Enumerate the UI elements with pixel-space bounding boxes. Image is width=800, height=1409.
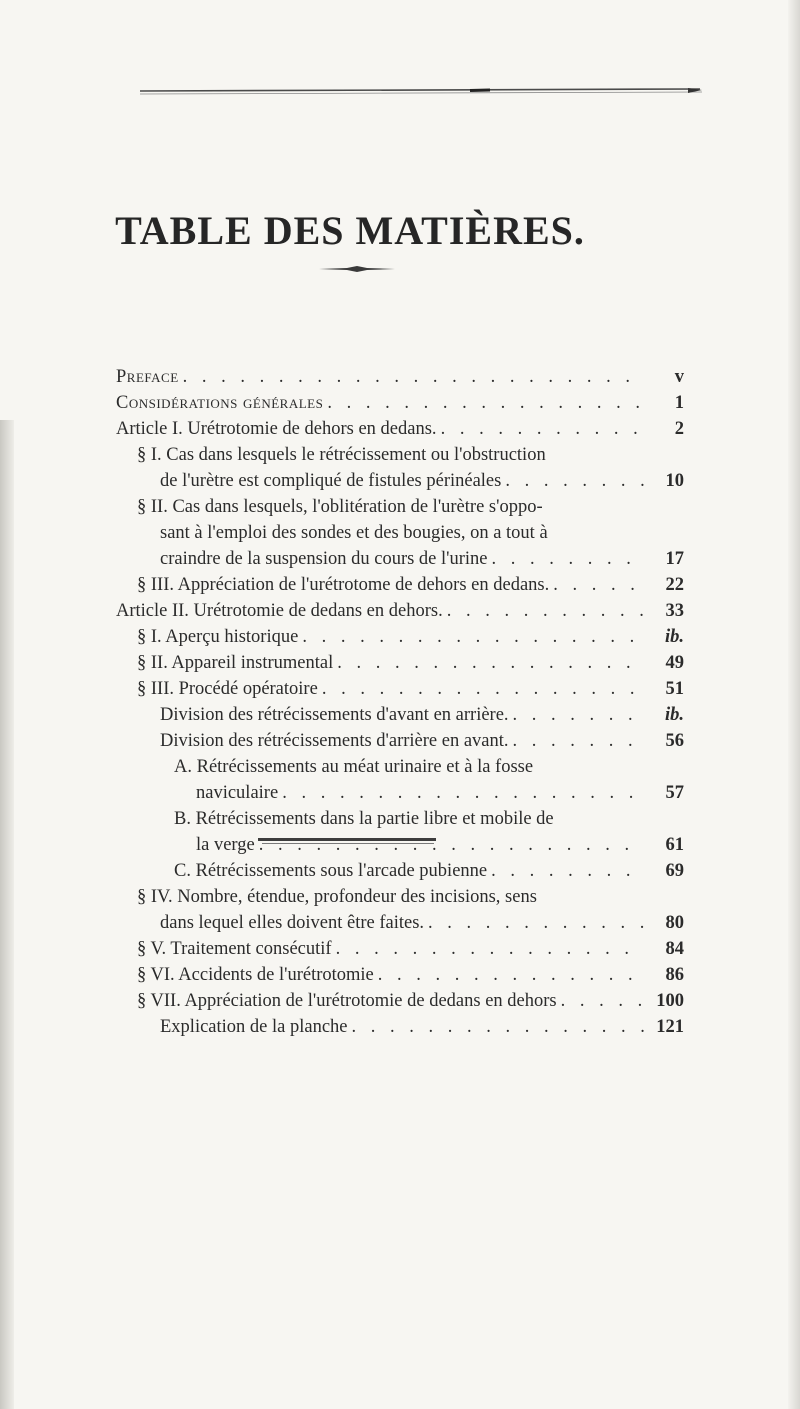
toc-entry-label: Considérations générales: [116, 393, 324, 413]
toc-entry-label: § VII. Appréciation de l'urétrotomie de dedans en dehors: [137, 991, 557, 1011]
toc-entry: [0, 650, 800, 676]
toc-entry-page: ib.: [664, 627, 684, 647]
toc-entry-page: 51: [665, 679, 684, 699]
toc-entry: [0, 572, 800, 598]
toc-entry-page: 49: [665, 653, 684, 673]
leader-dots: [443, 598, 644, 624]
toc-entry-page: 33: [665, 601, 684, 621]
toc-entry: [0, 676, 800, 702]
toc-entry-continuation: [0, 780, 800, 806]
toc-entry-label-line: naviculaire: [196, 783, 279, 803]
toc-entry-continuation: [0, 832, 800, 858]
toc-entry-label: Division des rétrécissements d'avant en arrière.: [160, 705, 509, 725]
toc-entry-label: Explication de la planche: [160, 1017, 348, 1037]
toc-entry: [0, 598, 800, 624]
toc-entry: [0, 624, 800, 650]
toc-entry-page: 57: [665, 783, 684, 803]
leader-dots: [437, 416, 644, 442]
toc-entry-label: § II. Appareil instrumental: [137, 653, 334, 673]
toc-entry-page: v: [674, 367, 684, 387]
leader-dots: [509, 728, 644, 754]
toc-entry: [0, 988, 800, 1014]
toc-entry-page: 17: [665, 549, 684, 569]
toc-entry-page: 1: [674, 393, 684, 413]
toc-entry: [0, 936, 800, 962]
toc-entry-page: 80: [665, 913, 684, 933]
toc-entry: [0, 1014, 800, 1040]
leader-dots: [374, 962, 644, 988]
leader-dots: [323, 390, 644, 416]
toc-entry-label-line: craindre de la suspension du cours de l'urine: [160, 549, 488, 569]
toc-entry-label-line: § IV. Nombre, étendue, profondeur des incisions, sens: [137, 887, 537, 907]
toc-entry-label: § I. Aperçu historique: [137, 627, 299, 647]
toc-entry-page: 61: [665, 835, 684, 855]
toc-entry: [0, 390, 800, 416]
toc-entry: [0, 962, 800, 988]
toc-entry-label: § III. Procédé opératoire: [137, 679, 318, 699]
toc-entry-continuation: [0, 546, 800, 572]
toc-entry-page: 22: [665, 575, 684, 595]
toc-entry-label-line: sant à l'emploi des sondes et des bougies, on a tout à: [160, 523, 548, 543]
toc-entry-page: 100: [656, 991, 684, 1011]
leader-dots: [318, 676, 644, 702]
toc-entry: [0, 442, 800, 468]
leader-dots: [348, 1014, 645, 1040]
toc-entry-label: C. Rétrécissements sous l'arcade pubienne: [174, 861, 488, 881]
toc-entry-label: § VI. Accidents de l'urétrotomie: [137, 965, 374, 985]
toc-entry-label: Division des rétrécissements d'arrière en avant.: [160, 731, 509, 751]
toc-entry-label-line: § II. Cas dans lesquels, l'oblitération de l'urètre s'oppo-: [137, 497, 543, 517]
leader-dots: [501, 468, 644, 494]
closing-rule-thin: [262, 843, 434, 844]
toc-entry-continuation: [0, 910, 800, 936]
toc-entry-label-line: § I. Cas dans lesquels le rétrécissement ou l'obstruction: [137, 445, 546, 465]
toc-entry-label: § V. Traitement consécutif: [137, 939, 332, 959]
leader-dots: [179, 364, 644, 390]
toc-entry-page: 121: [656, 1017, 684, 1037]
leader-dots: [255, 832, 644, 858]
leader-dots: [509, 702, 644, 728]
toc-entry-label-line: de l'urètre est compliqué de fistules périnéales: [160, 471, 502, 491]
toc-entry-label-line: la verge: [196, 835, 255, 855]
toc-entry-page: 69: [665, 861, 684, 881]
toc-entry: [0, 416, 800, 442]
toc-entry-label-line: B. Rétrécissements dans la partie libre et mobile de: [174, 809, 554, 829]
toc-entry-label: Article II. Urétrotomie de dedans en dehors.: [116, 601, 443, 621]
toc-entry-page: 84: [665, 939, 684, 959]
toc-entry: [0, 364, 800, 390]
leader-dots: [332, 936, 644, 962]
leader-dots: [424, 910, 644, 936]
toc-entry-page: 2: [674, 419, 684, 439]
leader-dots: [333, 650, 644, 676]
toc-entry: [0, 858, 800, 884]
toc-entry-label: § III. Appréciation de l'urétrotome de dehors en dedans.: [137, 575, 550, 595]
toc-entry-page: ib.: [664, 705, 684, 725]
toc-entry-continuation: [0, 520, 800, 546]
toc-entry-page: 86: [665, 965, 684, 985]
toc-entry-page: 10: [665, 471, 684, 491]
toc-entry-label-line: A. Rétrécissements au méat urinaire et à la fosse: [174, 757, 534, 777]
ornament: [317, 265, 397, 273]
closing-rule: [258, 838, 436, 841]
toc-entry: [0, 702, 800, 728]
page-title: TABLE DES MATIÈRES.: [115, 207, 585, 253]
toc-entry: [0, 884, 800, 910]
leader-dots: [488, 546, 645, 572]
toc-entry-page: 56: [665, 731, 684, 751]
leader-dots: [549, 572, 644, 598]
toc-entry: [0, 728, 800, 754]
toc-entry-label: Preface: [116, 367, 179, 387]
leader-dots: [557, 988, 644, 1014]
leader-dots: [487, 858, 644, 884]
toc-entry: [0, 494, 800, 520]
toc-entry-label-line: dans lequel elles doivent être faites.: [160, 913, 425, 933]
leader-dots: [278, 780, 644, 806]
toc-entry: [0, 806, 800, 832]
top-rule: [140, 87, 702, 97]
toc-entry: [0, 754, 800, 780]
leader-dots: [298, 624, 644, 650]
toc-entry-label: Article I. Urétrotomie de dehors en dedans.: [116, 419, 437, 439]
toc-entry-continuation: [0, 468, 800, 494]
